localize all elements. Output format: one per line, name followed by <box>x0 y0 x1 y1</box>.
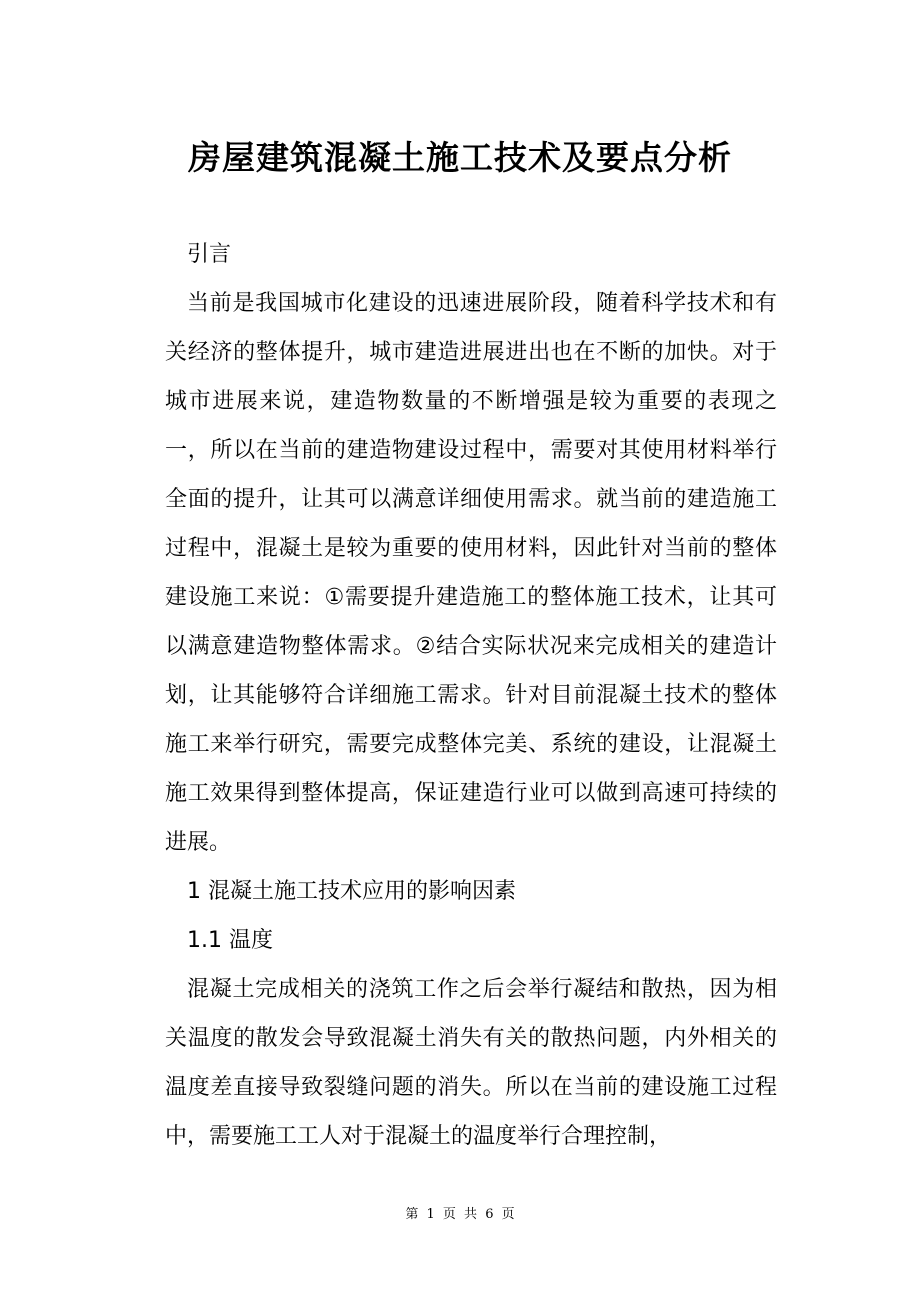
section-heading-1-1: 1.1 温度 <box>187 928 273 953</box>
document-title: 房屋建筑混凝土施工技术及要点分析 <box>188 138 732 177</box>
intro-paragraph: 当前是我国城市化建设的迅速进展阶段，随着科学技术和有关经济的整体提升，城市建造进展进出也在不断的加快。对于城市进展来说，建造物数量的不断增强是较为重要的表现之一，所以在当前的建造物建设过程中，需要对其使用材料举行全面的提升，让其可以满意详细使用需求。就当前的建造施工过程中，混凝土是较为重要的使用材料，因此针对当前的整体建设施工来说：①需要提升建造施工的整体施工技术，让其可以满意建造物整体需求。②结合实际状况来完成相关的建造计划，让其能够符合详细施工需求。针对目前混凝土技术的整体施工来举行研究，需要完成整体完美、系统的建设，让混凝土施工效果得到整体提高，保证建造行业可以做到高速可持续的进展。 <box>165 291 777 855</box>
intro-heading: 引言 <box>187 242 232 267</box>
section-paragraph-1-1: 混凝土完成相关的浇筑工作之后会举行凝结和散热，因为相关温度的散发会导致混凝土消失有关的散热问题，内外相关的温度差直接导致裂缝问题的消失。所以在当前的建设施工过程中，需要施工工人对于混凝土的温度举行合理控制， <box>165 977 777 1149</box>
document-body <box>165 230 777 1161</box>
page-footer: 第 1 页 共 6 页 <box>405 1207 515 1222</box>
section-heading-1: 1 混凝土施工技术应用的影响因素 <box>187 879 516 904</box>
